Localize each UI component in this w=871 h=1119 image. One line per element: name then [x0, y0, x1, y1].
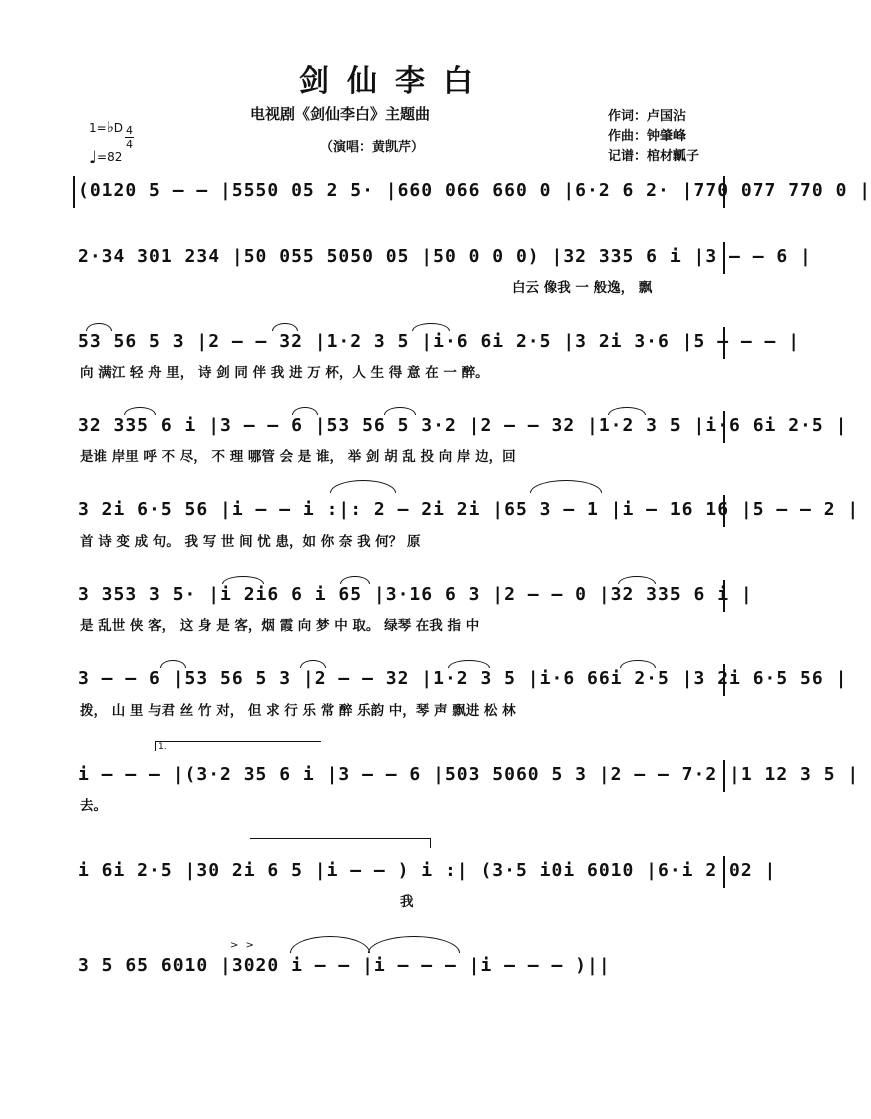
transcriber-credit: 记谱：棺材瓤子 — [608, 149, 700, 164]
lyric-line-5: 首 诗 变 成 句。 我 写 世 间 忧 患，如 你 奈 我 何？ 原 — [80, 534, 421, 550]
time-signature-bottom: 4 — [126, 138, 133, 151]
score-line-10: 3 5 65 6010 |3020 i — — |i — — — |i — — — )|| — [78, 955, 611, 976]
quarter-note-icon: ♩ — [89, 148, 98, 168]
song-title: 剑仙李白 — [299, 64, 491, 99]
lyricist-credit: 作词：卢国沾 — [608, 109, 687, 124]
lyric-line-4: 是谁 岸里 呼 不 尽， 不 理 哪管 会 是 谁， 举 剑 胡 乱 投 向 岸 边，回 — [80, 449, 516, 465]
lyric-line-6: 是 乱世 侠 客， 这 身 是 客，烟 霞 向 梦 中 取。 绿琴 在我 指 中 — [80, 618, 480, 634]
key-signature: 1=♭D — [89, 118, 124, 136]
score-line-2: 2·34 301 234 |50 055 5050 05 |50 0 0 0) |32 335 6 i |3 — — 6 | — [78, 246, 812, 267]
time-signature-top: 4 — [126, 124, 133, 137]
lyric-line-9: 我 — [400, 894, 414, 910]
song-subtitle: 电视剧《剑仙李白》主题曲 — [250, 105, 431, 123]
score-line-3: 53 56 5 3 |2 — — 32 |1·2 3 5 |i·6 6i 2·5 |3 2i 3·6 |5 — — — | — [78, 331, 801, 352]
score-line-4: 32 335 6 i |3 — — 6 |53 56 5 3·2 |2 — — 32 |1·2 3 5 |i·6 6i 2·5 | — [78, 415, 848, 436]
lyric-line-2: 白云 像我 一 般逸， 飘 — [512, 280, 653, 296]
score-line-9: i 6i 2·5 |30 2i 6 5 |i — — ) i :| (3·5 i0i 6010 |6·i 2 02 | — [78, 860, 777, 881]
composer-credit: 作曲：钟肇峰 — [608, 129, 687, 144]
score-line-8: i — — — |(3·2 35 6 i |3 — — 6 |503 5060 5 3 |2 — — 7·2 |1 12 3 5 | — [78, 764, 860, 785]
flat-icon: ♭ — [106, 118, 114, 136]
score-line-1: (0120 5 — — |5550 05 2 5· |660 066 660 0 |6·2 6 2· |770 077 770 0 | — [78, 180, 871, 201]
tempo-marking: ♩=82 — [89, 148, 123, 168]
lyric-line-8: 去。 — [80, 798, 107, 814]
lyric-line-3: 向 满江 轻 舟 里， 诗 剑 同 伴 我 进 万 杯，人 生 得 意 在 一 醉。 — [80, 365, 489, 381]
time-signature — [125, 124, 134, 151]
lyric-line-7: 拨， 山 里 与君 丝 竹 对， 但 求 行 乐 常 醉 乐韵 中，琴 声 飘进 松 林 — [80, 703, 516, 719]
score-line-6: 3 353 3 5· |i 2i6 6 i 65 |3·16 6 3 |2 — — 0 |32 335 6 i | — [78, 584, 753, 605]
score-line-5: 3 2i 6·5 56 |i — — i :|: 2 — 2i 2i |65 3 — 1 |i — 16 16 |5 — — 2 | — [78, 499, 860, 520]
credits-block — [608, 107, 699, 167]
singer-credit: （演唱：黄凯芹） — [320, 140, 425, 155]
score-line-7: 3 — — 6 |53 56 5 3 |2 — — 32 |1·2 3 5 |i·6 66i 2·5 |3 2i 6·5 56 | — [78, 668, 848, 689]
